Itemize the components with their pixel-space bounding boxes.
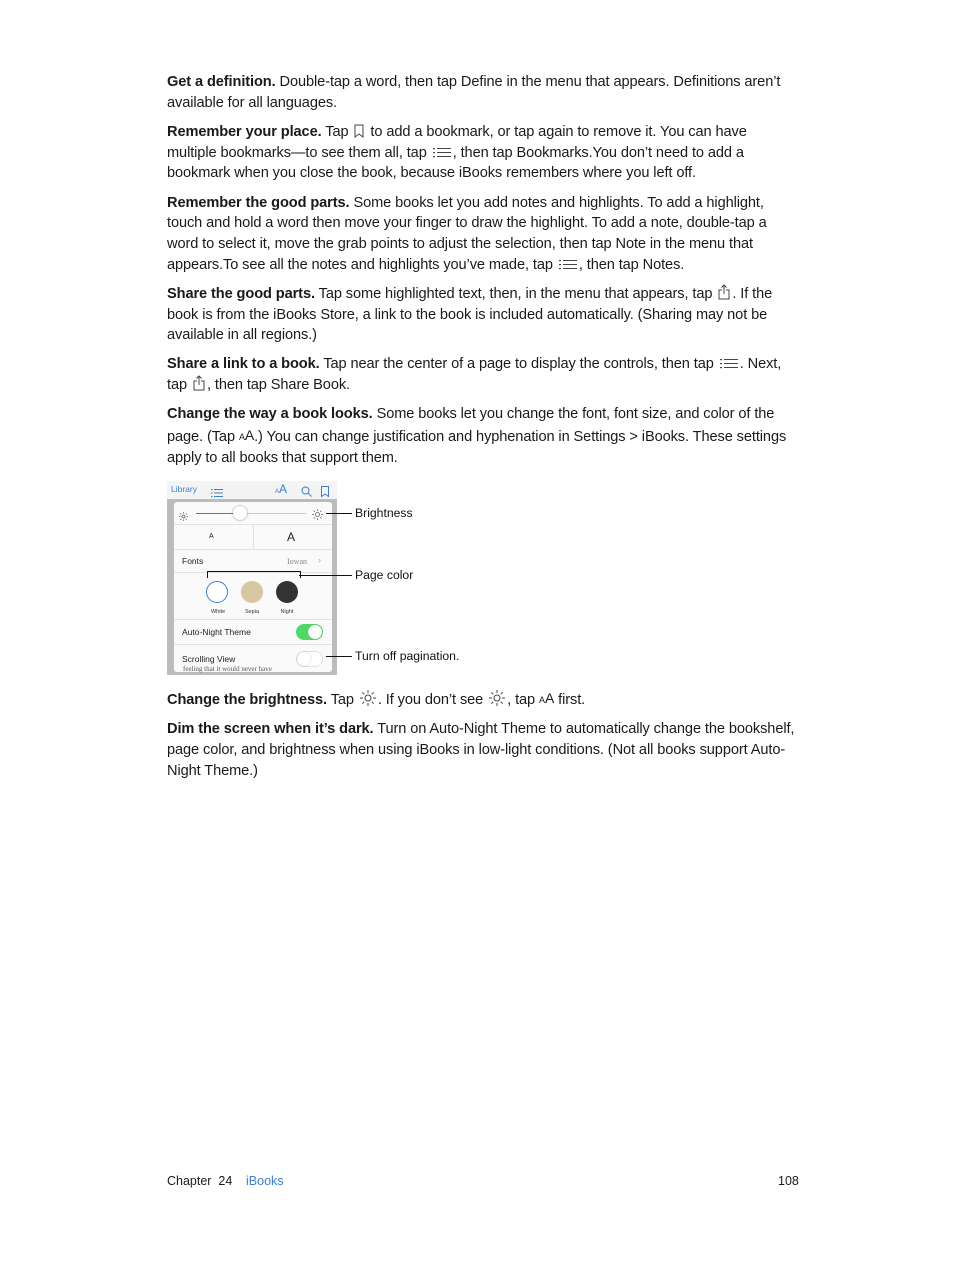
body-text: . If you don’t see [377,692,484,708]
callout-line-pagination [326,656,352,657]
chevron-right-icon: › [318,555,321,565]
auto-night-row [174,620,332,645]
scrolling-view-label: Scrolling View [182,654,236,664]
body-text: , then tap Share Book. [206,377,350,394]
font-size-divider [253,525,254,549]
callout-line-page-color [299,575,352,576]
lead-text: Share a link to a book. [167,356,320,373]
body-text: first. [558,692,586,708]
para-remember-place [167,122,799,184]
brightness-knob[interactable] [233,506,247,520]
toggle-knob [308,625,322,639]
lead-text: Change the way a book looks. [167,406,373,423]
increase-font-button[interactable]: A [287,530,296,544]
auto-night-toggle[interactable] [296,624,323,640]
brightness-row [174,502,332,525]
page-content [167,72,799,477]
body-text: Tap some highlighted text, then, in the menu that appears, tap [318,285,713,302]
background-book-text: feeling that it would never have [183,665,272,673]
para-definition [167,72,799,113]
text-size-icon: AA [238,427,255,444]
lead-text: Share the good parts. [167,285,315,302]
list-icon [720,358,738,370]
body-text: Turn on Auto-Night Theme to automatically change the bookshelf, page color, and brightness when using iBooks in low-light conditions. (Not all books support Auto-Night Theme.) [167,721,795,779]
font-size-row [174,525,332,550]
ibooks-settings-figure [167,481,467,676]
list-icon [559,259,577,271]
fonts-label: Fonts [182,556,204,566]
appearance-popover [174,502,332,672]
footer-page-number: 108 [778,1174,799,1188]
callout-line-brightness [326,513,352,514]
body-text: .) You can change justification and hyphenation in Settings > iBooks. These settings apply to all books that support them. [167,429,787,466]
para-good-parts [167,193,799,276]
body-text: to add a bookmark, or tap again to remove it. You can have multiple bookmarks—to see them all, tap [167,123,747,161]
swatch-night[interactable] [276,581,298,603]
text-size-icon[interactable]: AA [275,482,288,496]
lead-text: Remember your place. [167,123,322,140]
body-text: , then tap Notes. [578,256,685,273]
swatch-night-label: Night [280,609,294,615]
list-icon[interactable] [211,485,223,503]
share-icon [718,284,730,300]
body-text: Tap [330,692,354,708]
para-dim-screen [167,719,799,781]
body-text: Double-tap a word, then tap Define in the menu that appears. Definitions aren’t available for all languages. [167,74,781,111]
sun-small-icon [179,508,188,526]
para-book-looks [167,404,799,468]
callout-pagination: Turn off pagination. [355,649,460,663]
body-text: , tap [507,692,536,708]
ipad-screenshot [167,481,337,675]
lead-text: Dim the screen when it’s dark. [167,721,374,738]
sun-large-icon [312,507,323,525]
library-button[interactable]: Library [171,484,197,494]
para-share-parts [167,284,799,346]
body-text: Some books let you add notes and highlights. To add a highlight, touch and hold a word then move your finger to draw the highlight. To add a note, double-tap a word to select it, move the grab points to adjust the selection, then tap Note in the menu that appears.To see all the notes and highlights you’ve made, tap [167,194,767,273]
scrolling-view-toggle[interactable] [296,651,323,667]
page-content-lower [167,688,799,790]
fonts-row[interactable] [174,550,332,573]
footer-section-link[interactable]: iBooks [246,1174,284,1188]
swatch-sepia[interactable] [241,581,263,603]
sun-icon [360,690,376,706]
lead-text: Change the brightness. [167,692,327,708]
list-icon [433,147,451,159]
callout-brightness: Brightness [355,506,413,520]
swatch-white-label: White [210,609,226,615]
body-text: , then tap Bookmarks.You don’t need to add a bookmark when you close the book, because iBooks remembers where you left off. [167,144,744,182]
auto-night-label: Auto-Night Theme [182,627,251,637]
para-share-link [167,354,799,395]
body-text: . Next, tap [167,356,782,394]
brightness-slider[interactable] [196,513,306,514]
callout-bracket-page-color [207,571,301,578]
body-text: . If the book is from the iBooks Store, a link to the book is included automatically. (Sharing may not be available in all regions.) [167,285,773,344]
body-text: Some books let you change the font, font size, and color of the page. (Tap [167,406,775,446]
para-brightness [167,688,799,711]
swatch-sepia-label: Sepia [244,609,260,615]
callout-page-color: Page color [355,568,414,582]
reader-toolbar [167,481,337,499]
bookmark-icon [354,124,364,138]
swatch-white[interactable] [206,581,228,603]
lead-text: Remember the good parts. [167,194,350,211]
sun-icon [489,690,505,706]
search-icon[interactable] [301,484,312,502]
text-size-icon: AA [539,690,555,706]
body-text: Tap near the center of a page to display the controls, then tap [323,356,714,373]
toggle-knob [297,652,311,666]
body-text: Tap [325,123,349,140]
footer-chapter: Chapter 24 [167,1174,233,1188]
bookmark-icon[interactable] [321,484,329,502]
font-value: Iowan [287,557,307,566]
decrease-font-button[interactable]: A [209,533,214,540]
page-color-row [174,573,332,620]
lead-text: Get a definition. [167,74,276,90]
share-icon [193,375,205,391]
